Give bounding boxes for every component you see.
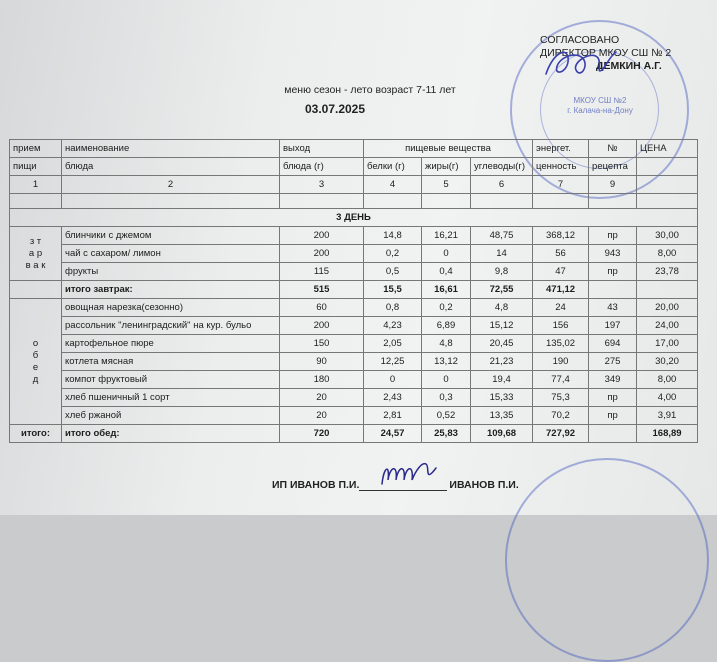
dish-price: 20,00 — [637, 299, 698, 317]
dish-fat: 0,52 — [422, 407, 471, 425]
stamp-text — [560, 96, 640, 116]
dish-protein: 2,43 — [364, 389, 422, 407]
dish-carbs: 15,12 — [471, 317, 533, 335]
dish-recipe: 43 — [589, 299, 637, 317]
column-number: 2 — [62, 176, 280, 194]
header-cell: ЦЕНА — [637, 140, 698, 158]
dish-fat: 0 — [422, 245, 471, 263]
dish-recipe: пр — [589, 389, 637, 407]
dish-carbs: 21,23 — [471, 353, 533, 371]
dish-protein: 0,2 — [364, 245, 422, 263]
dish-energy: 24 — [533, 299, 589, 317]
total-price: 168,89 — [637, 425, 698, 443]
stamp-line-1: МКОУ СШ №2 — [573, 96, 627, 105]
table-row — [10, 407, 698, 425]
dish-carbs: 9,8 — [471, 263, 533, 281]
dish-price: 30,00 — [637, 227, 698, 245]
approval-line-2: ДИРЕКТОР МКОУ СШ № 2 — [540, 47, 672, 59]
dish-recipe: 349 — [589, 371, 637, 389]
dish-name: компот фруктовый — [62, 371, 280, 389]
column-number: 4 — [364, 176, 422, 194]
menu-heading — [250, 84, 490, 116]
dish-carbs: 19,4 — [471, 371, 533, 389]
total-carbs: 72,55 — [471, 281, 533, 299]
dish-name: хлеб ржаной — [62, 407, 280, 425]
total-energy: 727,92 — [533, 425, 589, 443]
dish-carbs: 14 — [471, 245, 533, 263]
dish-protein: 0,8 — [364, 299, 422, 317]
dish-yield: 180 — [280, 371, 364, 389]
dish-energy: 135,02 — [533, 335, 589, 353]
dish-protein: 14,8 — [364, 227, 422, 245]
dish-name: овощная нарезка(сезонно) — [62, 299, 280, 317]
dish-energy: 190 — [533, 353, 589, 371]
header-cell: выход — [280, 140, 364, 158]
dish-price: 3,91 — [637, 407, 698, 425]
dish-name: блинчики с джемом — [62, 227, 280, 245]
dish-yield: 200 — [280, 227, 364, 245]
signature-blank — [359, 478, 447, 491]
header-cell — [637, 158, 698, 176]
spacer-row — [10, 194, 698, 209]
dish-yield: 90 — [280, 353, 364, 371]
dish-recipe: пр — [589, 407, 637, 425]
breakfast-total-row — [10, 281, 698, 299]
day-row — [10, 209, 698, 227]
dish-yield: 200 — [280, 245, 364, 263]
table-row — [10, 371, 698, 389]
table-row — [10, 335, 698, 353]
header-cell: № — [589, 140, 637, 158]
dish-name: котлета мясная — [62, 353, 280, 371]
meal-label-lunch: о б е д — [10, 299, 62, 425]
dish-protein: 12,25 — [364, 353, 422, 371]
total-yield: 720 — [280, 425, 364, 443]
header-cell: рецепта — [589, 158, 637, 176]
lunch-total-row — [10, 425, 698, 443]
dish-recipe: 197 — [589, 317, 637, 335]
dish-energy: 368,12 — [533, 227, 589, 245]
dish-energy: 75,3 — [533, 389, 589, 407]
total-energy: 471,12 — [533, 281, 589, 299]
dish-yield: 200 — [280, 317, 364, 335]
header-cell: блюда — [62, 158, 280, 176]
dish-protein: 0 — [364, 371, 422, 389]
dish-fat: 4,8 — [422, 335, 471, 353]
meal-label-breakfast: з т а р в а к — [10, 227, 62, 281]
approval-block — [540, 34, 710, 73]
dish-fat: 0 — [422, 371, 471, 389]
column-number: 6 — [471, 176, 533, 194]
dish-name: рассольник "ленинградский" на кур. бульо — [62, 317, 280, 335]
dish-carbs: 15,33 — [471, 389, 533, 407]
dish-name: фрукты — [62, 263, 280, 281]
stamp-line-2: г. Калача-на-Дону — [567, 106, 633, 115]
dish-protein: 4,23 — [364, 317, 422, 335]
total-fat: 16,61 — [422, 281, 471, 299]
dish-recipe: пр — [589, 263, 637, 281]
total-label: итого обед: — [62, 425, 280, 443]
signer-left: ИП ИВАНОВ П.И. — [272, 479, 360, 491]
table-row — [10, 263, 698, 281]
header-cell: пищевые вещества — [364, 140, 533, 158]
approval-line-3: ДЕМКИН А.Г. — [596, 60, 662, 72]
dish-price: 30,20 — [637, 353, 698, 371]
dish-name: картофельное пюре — [62, 335, 280, 353]
dish-recipe: пр — [589, 227, 637, 245]
dish-price: 8,00 — [637, 245, 698, 263]
dish-fat: 0,4 — [422, 263, 471, 281]
dish-energy: 56 — [533, 245, 589, 263]
dish-recipe: 275 — [589, 353, 637, 371]
dish-recipe: 943 — [589, 245, 637, 263]
dish-energy: 156 — [533, 317, 589, 335]
dish-fat: 0,2 — [422, 299, 471, 317]
approval-line-1: СОГЛАСОВАНО — [540, 34, 620, 46]
header-cell: прием — [10, 140, 62, 158]
menu-date: 03.07.2025 — [304, 102, 366, 116]
column-number: 5 — [422, 176, 471, 194]
dish-fat: 6,89 — [422, 317, 471, 335]
total-carbs: 109,68 — [471, 425, 533, 443]
header-cell: ценность — [533, 158, 589, 176]
dish-yield: 150 — [280, 335, 364, 353]
dish-yield: 115 — [280, 263, 364, 281]
table-row — [10, 227, 698, 245]
table-row — [10, 353, 698, 371]
dish-price: 8,00 — [637, 371, 698, 389]
column-number: 1 — [10, 176, 62, 194]
table-row — [10, 245, 698, 263]
total-protein: 15,5 — [364, 281, 422, 299]
dish-price: 4,00 — [637, 389, 698, 407]
menu-title: меню сезон - лето возраст 7-11 лет — [284, 84, 456, 96]
dish-carbs: 13,35 — [471, 407, 533, 425]
header-cell: жиры(г) — [422, 158, 471, 176]
header-cell: наименование — [62, 140, 280, 158]
header-cell: энергет. — [533, 140, 589, 158]
header-cell: углеводы(г) — [471, 158, 533, 176]
day-label: 3 ДЕНЬ — [10, 209, 698, 227]
header-row-1 — [10, 140, 698, 158]
signer-right: ИВАНОВ П.И. — [449, 479, 519, 491]
dish-name: чай с сахаром/ лимон — [62, 245, 280, 263]
header-cell: пищи — [10, 158, 62, 176]
column-number: 7 — [533, 176, 589, 194]
total-label-short: итого: — [10, 425, 62, 443]
signature-line — [272, 478, 532, 491]
column-number-row — [10, 176, 698, 194]
column-number: 3 — [280, 176, 364, 194]
total-yield: 515 — [280, 281, 364, 299]
total-fat: 25,83 — [422, 425, 471, 443]
table-row — [10, 389, 698, 407]
dish-price: 17,00 — [637, 335, 698, 353]
header-cell: белки (г) — [364, 158, 422, 176]
dish-price: 24,00 — [637, 317, 698, 335]
table-row — [10, 317, 698, 335]
dish-recipe: 694 — [589, 335, 637, 353]
total-protein: 24,57 — [364, 425, 422, 443]
dish-energy: 77,4 — [533, 371, 589, 389]
dish-protein: 2,81 — [364, 407, 422, 425]
dish-yield: 60 — [280, 299, 364, 317]
menu-table — [9, 139, 698, 443]
column-number: 9 — [589, 176, 637, 194]
dish-protein: 2,05 — [364, 335, 422, 353]
table-row — [10, 299, 698, 317]
dish-name: хлеб пшеничный 1 сорт — [62, 389, 280, 407]
dish-fat: 13,12 — [422, 353, 471, 371]
dish-carbs: 48,75 — [471, 227, 533, 245]
column-number — [637, 176, 698, 194]
header-cell: блюда (г) — [280, 158, 364, 176]
dish-carbs: 20,45 — [471, 335, 533, 353]
header-row-2 — [10, 158, 698, 176]
dish-carbs: 4,8 — [471, 299, 533, 317]
dish-fat: 0,3 — [422, 389, 471, 407]
dish-energy: 47 — [533, 263, 589, 281]
total-label: итого завтрак: — [62, 281, 280, 299]
dish-yield: 20 — [280, 407, 364, 425]
dish-fat: 16,21 — [422, 227, 471, 245]
dish-energy: 70,2 — [533, 407, 589, 425]
dish-price: 23,78 — [637, 263, 698, 281]
dish-protein: 0,5 — [364, 263, 422, 281]
dish-yield: 20 — [280, 389, 364, 407]
